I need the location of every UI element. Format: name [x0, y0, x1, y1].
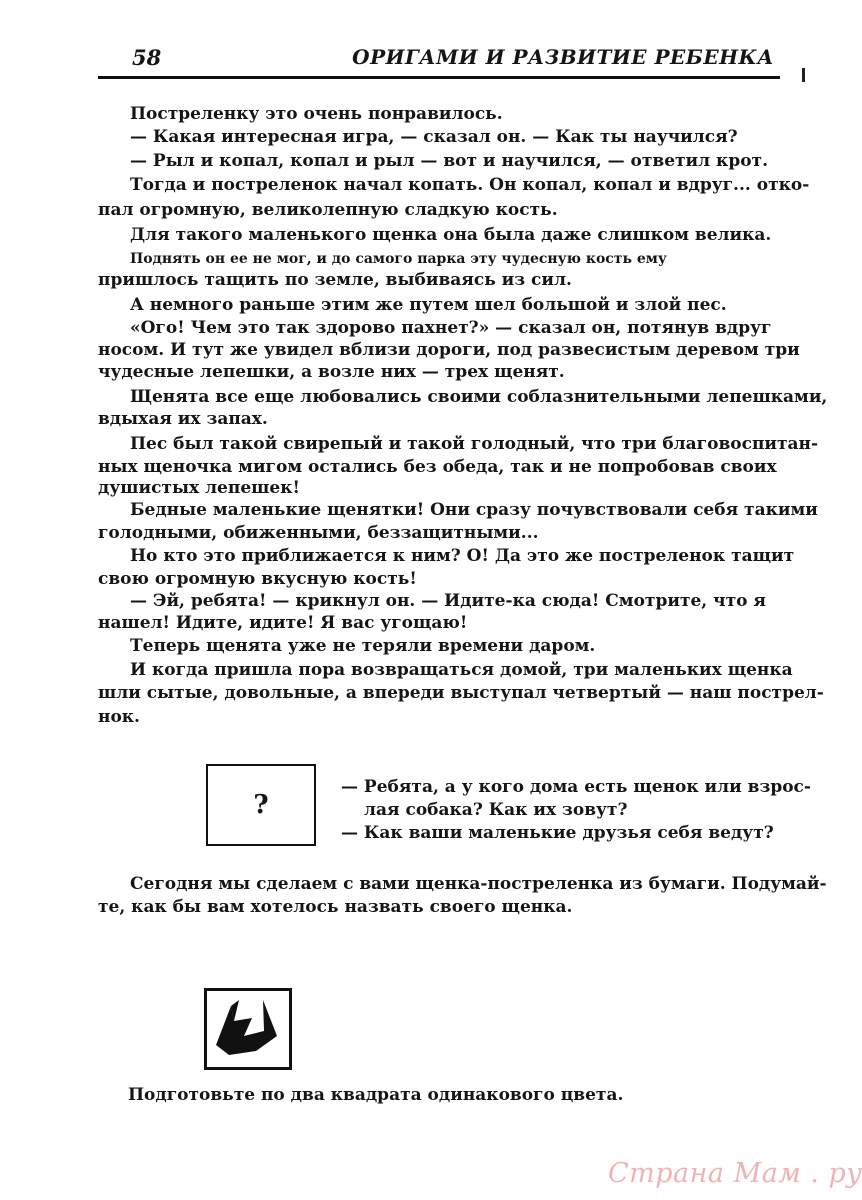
text-line: Поднять он ее не мог, и до самого парка эту чудесную кость ему [130, 251, 667, 267]
running-title: ОРИГАМИ И РАЗВИТИЕ РЕБЕНКА [352, 45, 774, 69]
task-line: те, как бы вам хотелось назвать своего щенка. [98, 897, 573, 917]
text-line: — Рыл и копал, копал и рыл — вот и научился, — ответил крот. [130, 151, 769, 171]
text-line: пришлось тащить по земле, выбиваясь из сил. [98, 270, 572, 290]
text-line: голодными, обиженными, беззащитными... [98, 523, 539, 543]
task-line: Сегодня мы сделаем с вами щенка-постреленка из бумаги. Подумай- [130, 874, 827, 894]
question-line: лая собака? Как их зовут? [364, 800, 628, 820]
page-header [98, 44, 780, 79]
text-line: душистых лепешек! [98, 478, 300, 498]
text-line: ных щеночка мигом остались без обеда, так и не попробовав своих [98, 457, 777, 477]
text-line: Но кто это приближается к ним? О! Да это же постреленок тащит [130, 546, 795, 566]
text-line: Для такого маленького щенка она была даже слишком велика. [130, 225, 772, 245]
folded-paper-icon [204, 988, 292, 1070]
text-line: нок. [98, 707, 140, 727]
text-line: — Эй, ребята! — крикнул он. — Идите-ка сюда! Смотрите, что я [130, 591, 766, 611]
text-line: нашел! Идите, идите! Я вас угощаю! [98, 613, 468, 633]
page-number: 58 [132, 45, 162, 70]
question-line: — Ребята, а у кого дома есть щенок или взрос- [341, 777, 811, 797]
text-line: «Ого! Чем это так здорово пахнет?» — сказал он, потянув вдруг [130, 318, 772, 338]
question-mark-icon: ? [253, 790, 269, 820]
scan-edge-mark [802, 68, 805, 82]
text-line: чудесные лепешки, а возле них — трех щенят. [98, 362, 565, 382]
text-line: Пес был такой свирепый и такой голодный, что три благовоспитан- [130, 434, 819, 454]
text-line: шли сытые, довольные, а впереди выступал четвертый — наш пострел- [98, 683, 824, 703]
text-line: Бедные маленькие щенятки! Они сразу почувствовали себя такими [130, 500, 818, 520]
text-line: Постреленку это очень понравилось. [130, 104, 503, 124]
text-line: Тогда и постреленок начал копать. Он копал, копал и вдруг... отко- [130, 175, 810, 195]
instruction-text: Подготовьте по два квадрата одинакового цвета. [128, 1085, 624, 1105]
text-line: пал огромную, великолепную сладкую кость. [98, 200, 558, 220]
text-line: Щенята все еще любовались своими соблазнительными лепешками, [130, 387, 828, 407]
text-line: Теперь щенята уже не теряли времени даром. [130, 636, 596, 656]
text-line: — Какая интересная игра, — сказал он. — Как ты научился? [130, 127, 738, 147]
text-line: А немного раньше этим же путем шел большой и злой пес. [130, 295, 727, 315]
text-line: носом. И тут же увидел вблизи дороги, под развесистым деревом три [98, 340, 800, 360]
question-mark-box [206, 764, 316, 846]
question-line: — Как ваши маленькие друзья себя ведут? [341, 823, 774, 843]
text-line: вдыхая их запах. [98, 409, 268, 429]
text-line: свою огромную вкусную кость! [98, 569, 417, 589]
watermark: Страна Мам . ру [608, 1158, 862, 1189]
text-line: И когда пришла пора возвращаться домой, три маленьких щенка [130, 660, 793, 680]
